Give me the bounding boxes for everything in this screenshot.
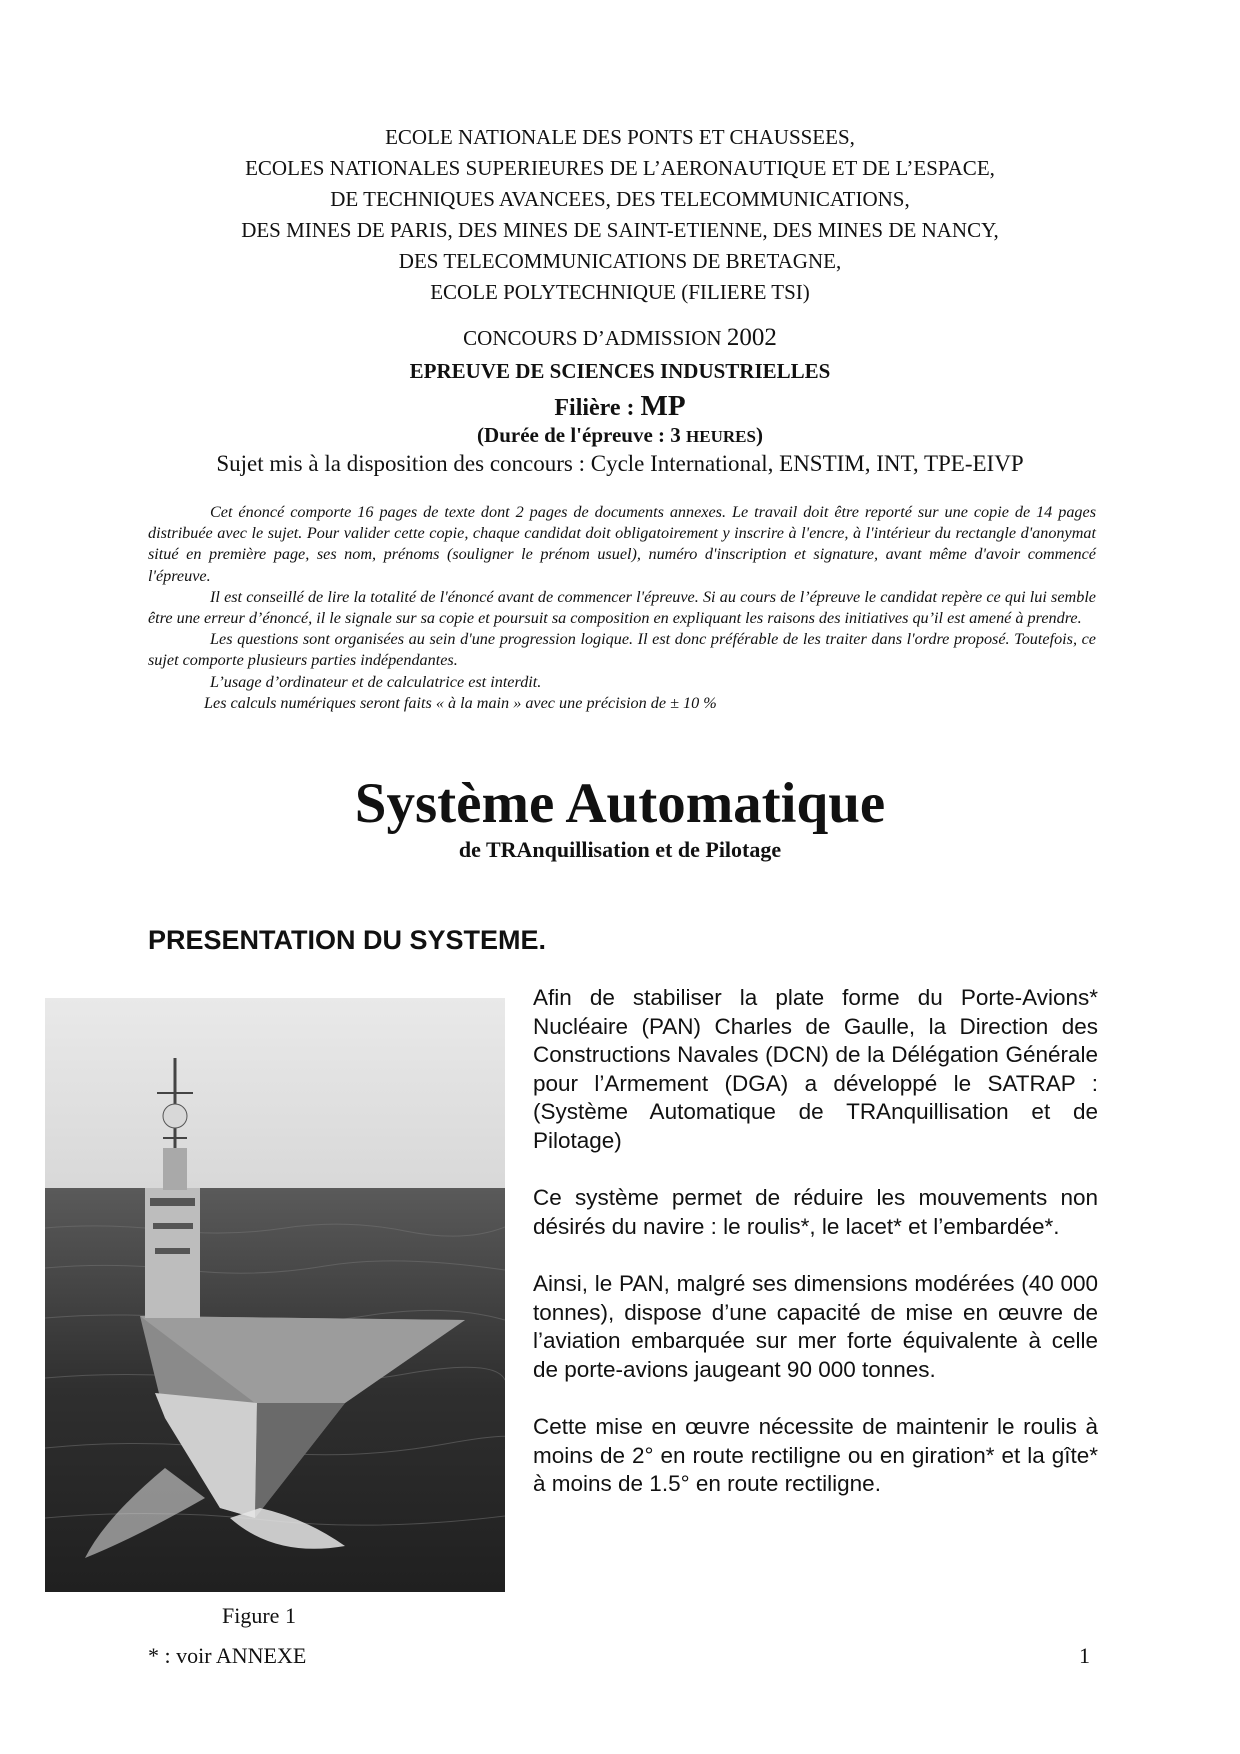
instruction-paragraph: Les questions sont organisées au sein d'une progression logique. Il est donc préférable de les traiter dans l'ordre proposé. Toutefois, ce sujet comporte plusieurs parties indépendantes.	[148, 630, 1096, 670]
header-line: ECOLE POLYTECHNIQUE (FILIERE TSI)	[430, 280, 810, 304]
concours-label: CONCOURS D’ADMISSION	[463, 326, 722, 350]
filiere-line	[0, 390, 1240, 423]
instruction-paragraph: L’usage d’ordinateur et de calculatrice est interdit.	[210, 672, 542, 691]
body-paragraph: Cette mise en œuvre nécessite de maintenir le roulis à moins de 2° en route rectiligne ou en giration* et la gîte* à moins de 1.5° en route rectiligne.	[533, 1413, 1098, 1497]
concours-line	[0, 324, 1240, 352]
aircraft-carrier-photo	[45, 998, 505, 1592]
instruction-paragraph: Les calculs numériques seront faits « à la main » avec une précision de ± 10 %	[204, 693, 717, 712]
filiere-value: MP	[640, 390, 686, 422]
filiere-label: Filière :	[554, 395, 635, 421]
duree-suffix: )	[755, 423, 763, 447]
instructions-block	[148, 502, 1096, 714]
sujet-rest: , ENSTIM, INT, TPE-EIVP	[767, 451, 1024, 476]
page-number: 1	[1079, 1643, 1090, 1668]
presentation-text	[533, 984, 1098, 1527]
duree-unit: HEURES	[686, 427, 756, 446]
body-paragraph: Ce système permet de réduire les mouvements non désirés du navire : le roulis*, le lacet* et l’embardée*.	[533, 1185, 1098, 1239]
figure-caption: Figure 1	[222, 1603, 296, 1628]
body-paragraph: Afin de stabiliser la plate forme du Porte-Avions* Nucléaire (PAN) Charles de Gaulle, la Direction des Constructions Navales (DCN) de la Délégation Générale pour l’Armement (DGA) a développé le SATRAP : (Système Automatique de TRAnquillisation et de Pilotage)	[533, 985, 1098, 1153]
duree-prefix: (Durée de l'épreuve : 3	[477, 423, 681, 447]
duree-line	[0, 423, 1240, 448]
body-paragraph: Ainsi, le PAN, malgré ses dimensions modérées (40 000 tonnes), dispose d’une capacité de mise en œuvre de l’aviation embarquée sur mer forte équivalente à celle de porte-avions jaugeant 90 000 tonnes.	[533, 1270, 1098, 1382]
sujet-cycle: Cycle International	[590, 451, 768, 476]
header-institutions	[0, 122, 1240, 308]
header-line: ECOLES NATIONALES SUPERIEURES DE L’AERONAUTIQUE ET DE L’ESPACE,	[245, 156, 995, 180]
document-title: Système Automatique	[354, 772, 886, 835]
concours-year: 2002	[726, 324, 777, 351]
header-line: DES TELECOMMUNICATIONS DE BRETAGNE,	[398, 249, 842, 273]
epreuve-title: EPREUVE DE SCIENCES INDUSTRIELLES	[409, 359, 831, 383]
instruction-paragraph: Il est conseillé de lire la totalité de l'énoncé avant de commencer l'épreuve. Si au cours de l’épreuve le candidat repère ce qui lui semble être une erreur d’énoncé, il le signale sur sa copie et poursuit sa composition en expliquant les raisons des initiatives qu’il est amené à prendre.	[148, 587, 1096, 628]
footnote: * : voir ANNEXE	[148, 1643, 307, 1668]
instruction-paragraph: Cet énoncé comporte 16 pages de texte dont 2 pages de documents annexes. Le travail doit être reporté sur une copie de 14 pages distribuée avec le sujet. Pour valider cette copie, chaque candidat doit obligatoirement y inscrire à l'encre, à l'intérieur du rectangle d'anonymat situé en première page, ses nom, prénoms (souligner le prénom usuel), numéro d'inscription et signature, avant même d'avoir commencé l'épreuve.	[148, 503, 1096, 585]
header-line: ECOLE NATIONALE DES PONTS ET CHAUSSEES,	[385, 125, 855, 149]
header-line: DE TECHNIQUES AVANCEES, DES TELECOMMUNICATIONS,	[330, 187, 910, 211]
sujet-prefix: Sujet mis à la disposition des concours :	[216, 451, 585, 476]
sujet-line	[0, 451, 1240, 477]
header-line: DES MINES DE PARIS, DES MINES DE SAINT-ETIENNE, DES MINES DE NANCY,	[241, 218, 999, 242]
section-heading: PRESENTATION DU SYSTEME.	[148, 925, 547, 955]
document-subtitle: de TRAnquillisation et de Pilotage	[458, 837, 782, 862]
